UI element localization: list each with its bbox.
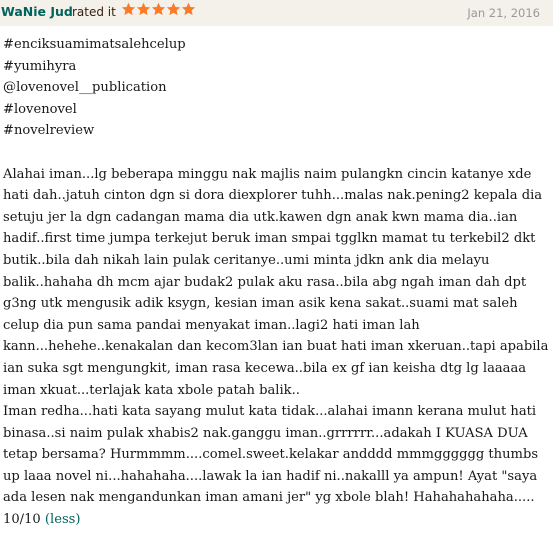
star-icon[interactable] — [136, 1, 151, 17]
reviewer-name-link[interactable]: WaNie Jud — [1, 4, 73, 19]
star-icon[interactable] — [181, 1, 196, 17]
review-body: #enciksuamimatsalehcelup #yumihyra @lovenovel__publication #lovenovel #novelreview Alahai iman...lg beberapa minggu nak majlis naim pulangkn cincin katanye xde hati dah..jatuh cinton dgn si dora diexplorer tuhh...malas nak.pening2 kepala dia setuju jer la dgn cadangan mama dia utk.kawen dgn anak kwn mama dia..ian hadif..first time jumpa terkejut beruk iman smpai tgglkn mamat tu terkebil2 dkt butik..bila dah nikah lain pulak ceritanye..umi minta jdkn ank dia melayu balik..hahaha dh mcm ajar budak2 pulak aku rasa..bila abg ngah iman dah dpt g3ng utk mengusik adik ksygn, kesian iman asik kena sakat..suami mat saleh celup dia pun sama pandai menyakat iman..lagi2 hati iman lah kann...hehehe..kenakalan dan kecom3lan ian buat hati iman xkeruan..tapi apabila ian suka sgt mengungkit, iman rasa kecewa..bila ex gf ian keisha dtg lg laaaaa iman xkuat...terlajak kata xbole patah balik.. Iman redha...hati kata sayang mulut kata tidak...alahai imann kerana mulut hati binasa..si naim pulak xhabis2 nak.ganggu iman..grrrrrr...adakah I KUASA DUA tetap bersama? Hurmmmm....comel.sweet.kelakar andddd mmmgggggg thumbs up laaa novel ni...hahahaha....lawak la ian hadif ni..nakalll ya ampun! Ayat "saya ada lesen nak mengandunkan iman amani jer" yg xbole blah! Hahahahahaha..... 10/10 — [3, 37, 549, 528]
less-link[interactable]: (less) — [44, 512, 81, 528]
review-date-link[interactable]: Jan 21, 2016 — [467, 6, 540, 20]
star-icon[interactable] — [151, 1, 166, 17]
review-text — [3, 34, 549, 531]
star-icon[interactable] — [121, 1, 136, 17]
rated-it-label: rated it — [72, 5, 116, 19]
star-rating — [121, 1, 196, 17]
review-header — [0, 0, 553, 26]
star-icon[interactable] — [166, 1, 181, 17]
